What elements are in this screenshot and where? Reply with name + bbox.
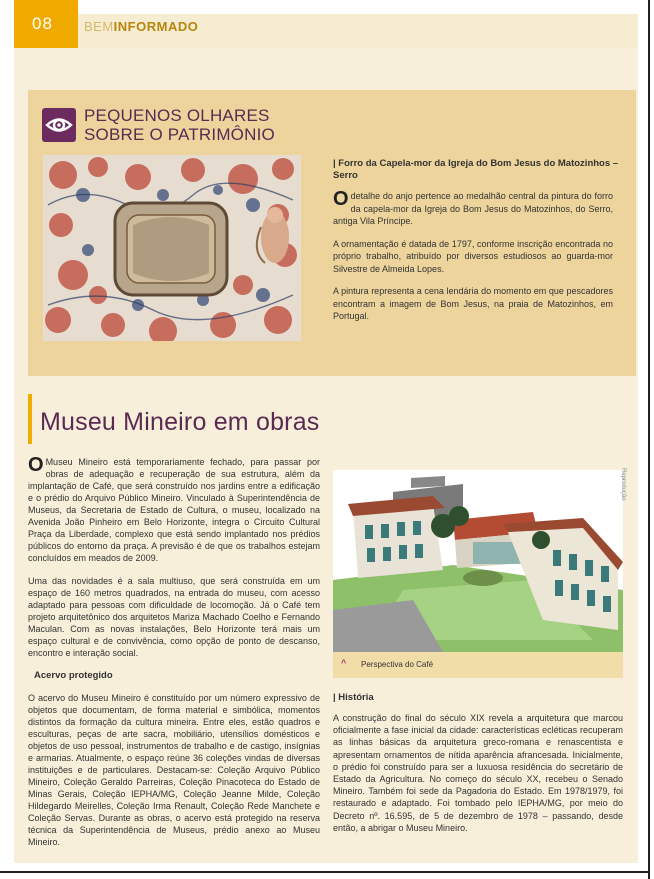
heritage-section-title [84,106,275,144]
brand-light: BEM [84,19,114,34]
heritage-title-line2: SOBRE O PATRIMÔNIO [84,125,275,144]
ceiling-painting-photo [43,155,301,341]
article-p1: Museu Mineiro está temporariamente fechado, para passar por obras de adequação e recuperação de sua estrutura, além da implantação de Café, que será construído nos jardins entre a edificação e o prédio do Arquivo Público Mineiro. Vinculado à Superintendência de Museus, da Secretaria de Estado de Cultura, o museu, localizado na Avenida João Pinheiro em Belo Horizonte, integra o Circuito Cultural Praça da Liberdade, complexo que está sendo implantado nos prédios públicos do entorno da praça. A previsão é de que os trabalhos estejam concluídos em meados de 2009. [28,457,320,563]
article-left-column [28,456,320,859]
subheading: Acervo protegido [34,670,113,681]
heritage-title-line1: PEQUENOS OLHARES [84,106,270,125]
cafe-rendering-image [333,470,623,652]
drop-cap: O [28,454,44,476]
article-p3: O acervo do Museu Mineiro é constituído por um número expressivo de objetos que documentam, de forma material e simbólica, momentos distintos da formação da cultura mineira. Entre eles, estão quadros e esculturas, peças de arte sacra, mobiliário, utensílios domésticos e objetos de uso pessoal, instrumentos de trabalho e de castigo, insígnias e armarias. Atualmente, o espaço reúne 36 coleções vindas de diversas instituições e de particulares. Destacam-se: Coleção Arquivo Público Mineiro, Coleção Geraldo Parreiras, Coleção Pinacoteca do Estado de Minas Gerais, Coleção IEPHA/MG, Coleção Jeanne Milde, Coleção Hildegardo Meirelles, Coleção Irma Renault, Coleção Rede Manchete e Coleção Servas. Durante as obras, o acervo está protegido na reserva técnica da Superintendência de Museus, prédio anexo ao Museu Mineiro. [28,693,320,847]
chevron-up-icon: ^ [341,658,347,668]
heritage-p3: A pintura representa a cena lendária do momento em que pescadores encontram a imagem de Bom Jesus, na praia de Matozinhos, em Portugal. [333,286,613,321]
heritage-p2: A ornamentação é datada de 1797, conforme inscrição encontrada no próprio trabalho, atribuído por diversos estudiosos ao guarda-mor Silvestre de Almeida Lopes. [333,238,613,274]
heritage-text [333,190,613,333]
page-edge-bottom [0,871,650,873]
image-credit: Reprodução [620,468,626,501]
heritage-p1: detalhe do anjo pertence ao medalhão central da pintura do forro da capela-mor da Igreja do Bom Jesus do Matozinhos, do Serro, antiga Vila Príncipe. [333,191,613,226]
article-title: Museu Mineiro em obras [40,408,320,436]
eye-icon [42,108,76,142]
heritage-caption-title: | Forro da Capela-mor da Igreja do Bom Jesus do Matozinhos – Serro [333,158,619,181]
title-accent-bar [28,394,32,444]
history-text: A construção do final do século XIX revela a arquitetura que marcou oficialmente a fase inicial da cidade: características ecléticas recuperam as linhas básicas da arquitetura greco-romana e renascentista e apresentam ornamentos de nítida aparência afrancesada. Inicialmente, o prédio foi construído para ser a luxuosa residência do secretário de Estado da Agricultura. No começo do século XX, recebeu o Senado Mineiro. Também foi sede da Pagadoria do Estado. Em 1978/1979, foi restaurado e adaptado. Foi tombado pelo IEPHA/MG, por meio do Decreto nº. 16.595, de 5 de dezembro de 1978 – passando, desde então, a abrigar o Museu Mineiro. [333,713,623,833]
heritage-paragraph [333,190,613,228]
figure-caption: Perspectiva do Café [361,660,434,669]
article-paragraph [28,456,320,564]
brand-bold: INFORMADO [113,19,199,34]
page-edge-right [648,0,650,879]
page-number: 08 [14,0,78,48]
history-heading: | História [333,692,374,703]
drop-cap: O [333,188,349,210]
magazine-brand [84,19,198,34]
article-p2: Uma das novidades é a sala multiuso, que será construída em um espaço de 160 metros quadrados, na entrada do museu, com acesso adaptado para pessoas com dificuldade de locomoção. Já o Café tem projeto arquitetônico dos arquitetos Mariza Machado Coelho e Fernando Maculan. Com as novas instalações, Belo Horizonte terá mais um espaço cultural e de convivência, como opção de ponto de descanso, encontro e interação social. [28,576,320,658]
figure-caption-box [333,652,623,678]
